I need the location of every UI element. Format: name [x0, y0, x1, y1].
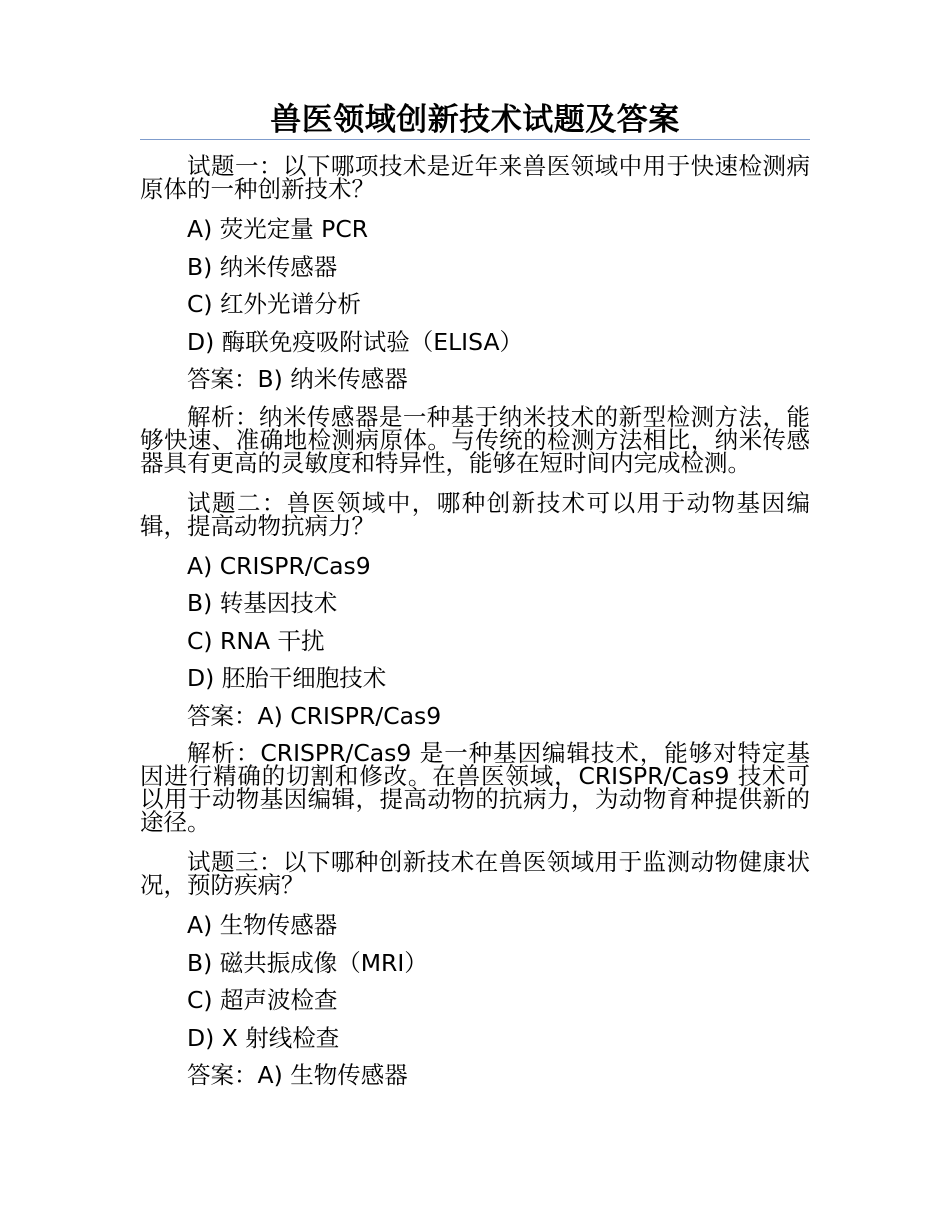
- option-a: A) 生物传感器: [187, 911, 338, 939]
- option-c: C) RNA 干扰: [187, 626, 325, 655]
- answer-text: 答案：A) 生物传感器: [187, 1061, 408, 1089]
- option-c: C) 超声波检查: [187, 986, 338, 1014]
- option-a: A) 荧光定量 PCR: [187, 215, 369, 243]
- answer-text: 答案：B) 纳米传感器: [187, 365, 408, 393]
- option-d: D) 酶联免疫吸附试验（ELISA）: [187, 327, 524, 356]
- question-text: 试题二：兽医领域中，哪种创新技术可以用于动物基因编辑，提高动物抗病力？: [140, 488, 810, 540]
- option-d: D) X 射线检查: [187, 1023, 340, 1052]
- option-d: D) 胚胎干细胞技术: [187, 664, 387, 692]
- option-a: A) CRISPR/Cas9: [187, 551, 371, 580]
- analysis-text: 解析：纳米传感器是一种基于纳米技术的新型检测方法，能够快速、准确地检测病原体。与传统的检测方法相比，纳米传感器具有更高的灵敏度和特异性，能够在短时间内完成检测。: [140, 402, 810, 477]
- question-text: 试题三：以下哪种创新技术在兽医领域用于监测动物健康状况，预防疾病？: [140, 848, 810, 899]
- analysis-text: 解析：CRISPR/Cas9 是一种基因编辑技术，能够对特定基因进行精确的切割和修改。在兽医领域，CRISPR/Cas9 技术可以用于动物基因编辑，提高动物的抗病力，为动物育种提供新的途径。: [140, 739, 810, 836]
- option-c: C) 红外光谱分析: [187, 290, 362, 318]
- option-b: B) 磁共振成像（MRI）: [187, 948, 428, 977]
- page-title: 兽医领域创新技术试题及答案: [270, 102, 680, 138]
- option-b: B) 转基因技术: [187, 589, 338, 617]
- question-list: [140, 152, 810, 1102]
- option-b: B) 纳米传感器: [187, 252, 338, 281]
- question-text: 试题一：以下哪项技术是近年来兽医领域中用于快速检测病原体的一种创新技术？: [140, 152, 810, 203]
- title-underline: [140, 139, 810, 140]
- answer-text: 答案：A) CRISPR/Cas9: [187, 701, 442, 730]
